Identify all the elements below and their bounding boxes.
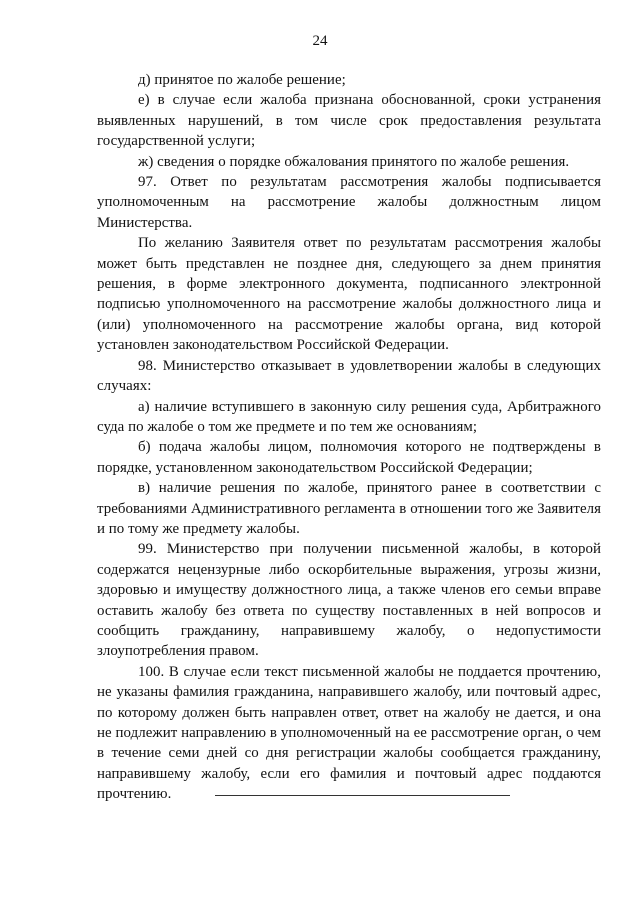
paragraph-97-electronic-response: По желанию Заявителя ответ по результатам рассмотрения жалобы может быть представлен не позднее дня, следующего за днем принятия решения, в форме электронного документа, подписанного электронной подписью уполномоченного на рассмотрение жалобы должностного лица и (или) уполномоченного на рассмотрение жалобы органа, вид которой установлен законодательством Российской Федерации.: [97, 235, 601, 354]
paragraph-98-item-b: б) подача жалобы лицом, полномочия которого не подтверждены в порядке, установленном законодательством Российской Федерации;: [97, 439, 601, 476]
paragraph-99: 99. Министерство при получении письменной жалобы, в которой содержатся нецензурные либо оскорбительные выражения, угрозы жизни, здоровью и имуществу должностного лица, а также членов его семьи вправе оставить жалобу без ответа по существу поставленных в ней вопросов и сообщить гражданину, направившему жалобу, о недопустимости злоупотребления правом.: [97, 541, 601, 660]
paragraph-97: 97. Ответ по результатам рассмотрения жалобы подписывается уполномоченным на рассмотрение жалобы должностным лицом Министерства.: [97, 174, 601, 231]
paragraph-item-e: е) в случае если жалоба признана обоснованной, сроки устранения выявленных нарушений, в том числе срок предоставления результата государственной услуги;: [97, 92, 601, 150]
paragraph-item-d: д) принятое по жалобе решение;: [138, 72, 346, 88]
document-body: [97, 70, 601, 805]
paragraph-98-item-a: а) наличие вступившего в законную силу решения суда, Арбитражного суда по жалобе о том же предмете и по тем же основаниям;: [97, 398, 601, 435]
paragraph-100: 100. В случае если текст письменной жалобы не поддается прочтению, не указаны фамилия гражданина, направившего жалобу, или почтовый адрес, по которому должен быть направлен ответ, ответ на жалобу не дается, и она не подлежит направлению в уполномоченный на ее рассмотрение орган, о чем в течение семи дней со дня регистрации жалобы сообщается гражданину, направившему жалобу, если его фамилия и почтовый адрес поддаются прочтению.: [97, 663, 601, 803]
paragraph-98: 98. Министерство отказывает в удовлетворении жалобы в следующих случаях:: [97, 357, 601, 395]
paragraph-item-zh: ж) сведения о порядке обжалования принятого по жалобе решения.: [138, 153, 570, 170]
closing-divider-line: [215, 795, 510, 796]
paragraph-98-item-v: в) наличие решения по жалобе, принятого ранее в соответствии с требованиями Административного регламента в отношении того же Заявителя и по тому же предмету жалобы.: [97, 480, 601, 537]
page-number: 24: [312, 33, 328, 49]
